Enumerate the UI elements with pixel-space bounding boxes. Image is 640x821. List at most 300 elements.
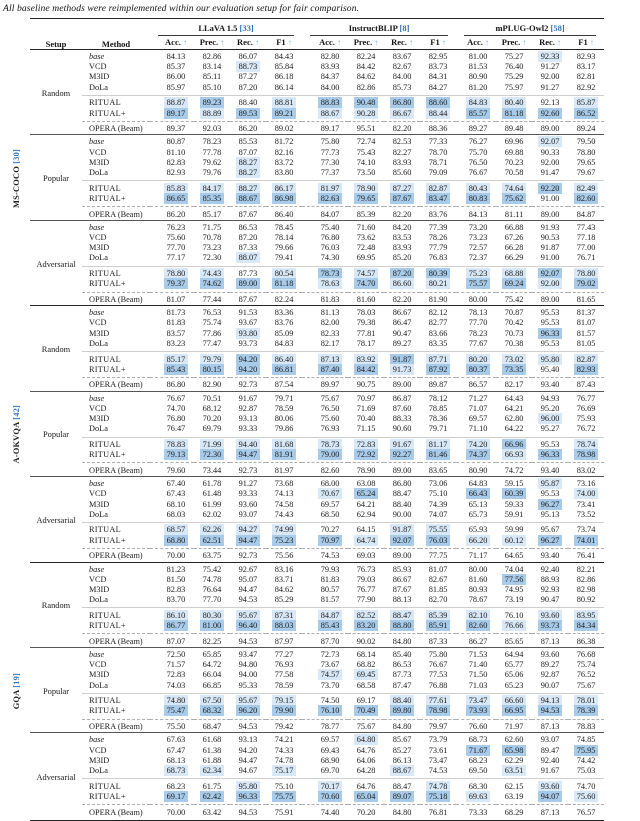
metric-value-cell: [302, 450, 348, 463]
method-label-ritual+: RITUAL+: [89, 364, 126, 374]
method-label-dola: DoLa: [89, 338, 108, 348]
value: 68.30: [468, 781, 488, 791]
value: 86.87: [392, 393, 412, 403]
method-label-base: base: [82, 391, 150, 404]
value: 86.07: [238, 52, 258, 61]
value: 68.23: [468, 755, 488, 765]
metric-value-cell: [420, 733, 456, 746]
value: 68.73: [468, 735, 488, 745]
highlighted-value: 86.80: [390, 97, 414, 108]
metric-value-cell: [456, 595, 496, 608]
value: 91.00: [540, 193, 560, 203]
value: 90.75: [356, 380, 376, 390]
highlighted-value: 88.27: [236, 167, 260, 178]
value: 78.85: [428, 403, 448, 413]
value: 78.14: [274, 233, 294, 243]
method-label-dola: DoLa: [89, 424, 108, 434]
table-row: [2, 805, 604, 821]
value: 85.73: [392, 82, 412, 92]
metric-value-cell: [348, 681, 384, 694]
value: 63.08: [356, 479, 376, 489]
value: 76.80: [320, 233, 340, 243]
citation-ref[interactable]: [42]: [11, 404, 21, 420]
value: 75.60: [320, 414, 340, 424]
metric-value-cell: [230, 339, 266, 352]
highlighted-value: 92.33: [538, 51, 562, 62]
metric-value-cell: [150, 352, 194, 365]
value: 94.47: [238, 584, 258, 594]
value: 68.50: [320, 509, 340, 519]
highlighted-value: 75.60: [574, 791, 598, 802]
metric-value-cell: [194, 621, 230, 634]
value: 59.15: [504, 479, 524, 489]
value: 86.67: [392, 574, 412, 584]
highlighted-value: 88.67: [390, 765, 414, 776]
method-label-base: base: [82, 220, 150, 233]
metric-value-cell: [532, 805, 568, 821]
metric-value-cell: [456, 510, 496, 523]
metric-value-cell: [230, 365, 266, 378]
metric-value-cell: [456, 805, 496, 821]
metric-value-cell: [348, 536, 384, 549]
metric-value-cell: [420, 109, 456, 122]
value: 89.37: [166, 124, 186, 134]
highlighted-value: 94.20: [236, 364, 260, 375]
value: 92.00: [540, 157, 560, 167]
metric-value-cell: [348, 792, 384, 805]
metric-value-cell: [266, 83, 302, 96]
highlighted-value: 94.47: [236, 535, 260, 546]
highlighted-value: 87.40: [318, 364, 342, 375]
metric-value-cell: [496, 253, 532, 266]
value: 68.00: [320, 479, 340, 489]
value: 69.03: [356, 551, 376, 561]
value: 90.00: [392, 509, 412, 519]
metric-value-cell: [194, 279, 230, 292]
highlighted-value: 85.87: [574, 97, 598, 108]
metric-value-cell: [230, 463, 266, 477]
metric-value-cell: [302, 339, 348, 352]
value: 75.42: [202, 564, 222, 574]
value: 78.90: [356, 465, 376, 475]
value: 85.60: [392, 168, 412, 178]
value: 68.90: [320, 755, 340, 765]
value: 74.70: [576, 781, 596, 791]
col-header-prec: Prec. ↑: [496, 36, 532, 50]
metric-value-cell: [150, 792, 194, 805]
value: 87.73: [392, 670, 412, 680]
metric-value-cell: [230, 135, 266, 148]
citation-ref[interactable]: [19]: [11, 673, 21, 688]
value: 62.60: [504, 735, 524, 745]
metric-value-cell: [568, 253, 604, 266]
metric-value-cell: [302, 733, 348, 746]
value: 81.05: [576, 338, 596, 348]
metric-value-cell: [420, 424, 456, 437]
value: 76.67: [468, 168, 488, 178]
metric-value-cell: [302, 168, 348, 181]
metric-value-cell: [230, 548, 266, 562]
value: 78.12: [428, 393, 448, 403]
value: 80.06: [274, 414, 294, 424]
metric-value-cell: [230, 634, 266, 648]
metric-value-cell: [456, 719, 496, 733]
metric-value-cell: [456, 207, 496, 221]
metric-value-cell: [266, 391, 302, 404]
metric-value-cell: [384, 779, 420, 792]
highlighted-value: 79.15: [272, 695, 296, 706]
metric-value-cell: [266, 719, 302, 733]
highlighted-value: 88.80: [390, 620, 414, 631]
value: 75.74: [202, 318, 222, 328]
value: 93.60: [238, 499, 258, 509]
metric-value-cell: [194, 83, 230, 96]
value: 83.16: [274, 564, 294, 574]
value: 78.45: [274, 222, 294, 232]
metric-value-cell: [194, 733, 230, 746]
highlighted-value: 74.57: [354, 268, 378, 279]
metric-value-cell: [496, 391, 532, 404]
value: 75.80: [320, 137, 340, 147]
highlighted-value: 66.20: [466, 535, 490, 546]
metric-value-cell: [420, 510, 456, 523]
metric-value-cell: [568, 536, 604, 549]
highlighted-value: 86.60: [390, 278, 414, 289]
metric-value-cell: [266, 181, 302, 194]
method-label-ritual+: RITUAL+: [89, 621, 126, 631]
highlighted-value: 91.87: [390, 524, 414, 535]
col-header-prec: Prec. ↑: [194, 36, 230, 50]
value: 92.73: [238, 551, 258, 561]
metric-value-cell: [150, 365, 194, 378]
metric-value-cell: [266, 207, 302, 221]
metric-value-cell: [532, 194, 568, 207]
metric-value-cell: [230, 377, 266, 391]
metric-value-cell: [150, 279, 194, 292]
metric-value-cell: [532, 135, 568, 148]
value: 89.02: [274, 124, 294, 134]
value: 79.71: [274, 393, 294, 403]
value: 80.00: [468, 564, 488, 574]
metric-value-cell: [384, 510, 420, 523]
setup-label-popular: Popular: [30, 135, 82, 220]
method-label-opera-beam-: OPERA (Beam): [82, 548, 150, 562]
value: 82.00: [320, 318, 340, 328]
value: 87.67: [392, 584, 412, 594]
highlighted-value: 86.81: [272, 364, 296, 375]
value: 79.41: [274, 253, 294, 263]
value: 75.56: [274, 551, 294, 561]
value: 79.97: [428, 722, 448, 732]
method-label-dola: DoLa: [89, 82, 108, 92]
metric-value-cell: [496, 706, 532, 719]
citation-ref[interactable]: [58]: [550, 23, 565, 33]
metric-value-cell: [194, 181, 230, 194]
metric-value-cell: [230, 766, 266, 779]
metric-value-cell: [456, 463, 496, 477]
highlighted-value: 68.80: [164, 535, 188, 546]
metric-value-cell: [384, 181, 420, 194]
metric-value-cell: [266, 681, 302, 694]
metric-value-cell: [150, 377, 194, 391]
method-label-m3id: M3ID: [89, 72, 110, 82]
value: 74.53: [320, 551, 340, 561]
highlighted-value: 79.90: [272, 705, 296, 716]
metric-value-cell: [456, 194, 496, 207]
metric-value-cell: [496, 621, 532, 634]
value: 84.87: [576, 209, 596, 219]
value: 89.48: [504, 124, 524, 134]
metric-value-cell: [532, 377, 568, 391]
value: 71.50: [468, 670, 488, 680]
table-row: [2, 766, 604, 779]
metric-value-cell: [302, 391, 348, 404]
highlighted-value: 94.40: [236, 439, 260, 450]
highlighted-value: 65.04: [354, 791, 378, 802]
value: 95.53: [540, 338, 560, 348]
metric-value-cell: [532, 463, 568, 477]
col-header-method: Method: [82, 19, 150, 50]
highlighted-value: 70.97: [318, 535, 342, 546]
value: 87.70: [320, 636, 340, 646]
value: 88.40: [238, 98, 258, 108]
value: 77.39: [428, 222, 448, 232]
value: 87.33: [428, 636, 448, 646]
value: 88.93: [540, 574, 560, 584]
value: 76.67: [428, 660, 448, 670]
value: 82.25: [202, 636, 222, 646]
highlighted-value: 95.67: [236, 610, 260, 621]
value: 64.72: [202, 660, 222, 670]
metric-value-cell: [420, 792, 456, 805]
metric-value-cell: [348, 253, 384, 266]
highlighted-value: 69.45: [354, 669, 378, 680]
value: 70.97: [356, 393, 376, 403]
metric-value-cell: [348, 489, 384, 499]
metric-value-cell: [230, 510, 266, 523]
metric-value-cell: [348, 83, 384, 96]
value: 71.75: [202, 222, 222, 232]
value: 82.27: [392, 147, 412, 157]
highlighted-value: 88.47: [390, 610, 414, 621]
value: 85.27: [392, 745, 412, 755]
value: 82.83: [166, 584, 186, 594]
value: 76.81: [428, 807, 448, 817]
value: 93.60: [540, 649, 560, 659]
value: 79.03: [356, 574, 376, 584]
value: 82.86: [356, 82, 376, 92]
value: 95.53: [540, 308, 560, 318]
value: 83.35: [428, 338, 448, 348]
highlighted-value: 92.20: [538, 183, 562, 194]
highlighted-value: 81.91: [272, 449, 296, 460]
metric-value-cell: [496, 95, 532, 108]
value: 70.51: [202, 393, 222, 403]
citation-ref[interactable]: [30]: [11, 149, 21, 164]
metric-value-cell: [302, 634, 348, 648]
value: 81.57: [576, 328, 596, 338]
metric-value-cell: [384, 719, 420, 733]
value: 79.65: [576, 157, 596, 167]
metric-value-cell: [266, 634, 302, 648]
metric-value-cell: [348, 733, 384, 746]
value: 69.57: [468, 414, 488, 424]
metric-value-cell: [348, 779, 384, 792]
metric-value-cell: [194, 634, 230, 648]
model-group-llava: [150, 19, 302, 36]
up-arrow-icon: ↑: [409, 38, 414, 48]
value: 74.21: [274, 735, 294, 745]
metric-value-cell: [496, 292, 532, 306]
metric-value-cell: [302, 719, 348, 733]
value: 83.57: [166, 328, 186, 338]
metric-value-cell: [420, 489, 456, 499]
method-label-m3id: M3ID: [89, 414, 110, 424]
value: 76.53: [202, 308, 222, 318]
value: 92.87: [540, 670, 560, 680]
highlighted-value: 95.80: [538, 354, 562, 365]
metric-value-cell: [302, 424, 348, 437]
value: 84.27: [428, 82, 448, 92]
metric-value-cell: [266, 792, 302, 805]
highlighted-value: 84.83: [466, 97, 490, 108]
value: 85.93: [392, 564, 412, 574]
highlighted-value: 75.95: [574, 745, 598, 756]
metric-value-cell: [568, 805, 604, 821]
value: 91.47: [540, 168, 560, 178]
value: 81.90: [428, 295, 448, 305]
value: 71.60: [356, 222, 376, 232]
highlighted-value: 74.62: [200, 278, 224, 289]
metric-value-cell: [384, 339, 420, 352]
metric-value-cell: [348, 510, 384, 523]
table-row: [2, 719, 604, 733]
metric-value-cell: [532, 207, 568, 221]
metric-value-cell: [532, 292, 568, 306]
value: 73.33: [468, 807, 488, 817]
value: 85.65: [504, 636, 524, 646]
results-table-header: [2, 19, 604, 50]
value: 94.47: [238, 755, 258, 765]
highlighted-value: 81.00: [200, 620, 224, 631]
metric-value-cell: [568, 194, 604, 207]
up-arrow-icon: ↑: [557, 38, 562, 48]
metric-value-cell: [194, 339, 230, 352]
value: 81.57: [320, 595, 340, 605]
metric-value-cell: [150, 733, 194, 746]
highlighted-value: 96.27: [538, 535, 562, 546]
metric-value-cell: [150, 95, 194, 108]
metric-value-cell: [150, 681, 194, 694]
value: 76.68: [576, 649, 596, 659]
highlighted-value: 75.17: [272, 765, 296, 776]
metric-value-cell: [266, 352, 302, 365]
highlighted-value: 89.80: [390, 705, 414, 716]
value: 79.71: [428, 424, 448, 434]
value: 76.72: [576, 424, 596, 434]
value: 82.17: [320, 338, 340, 348]
metric-value-cell: [496, 207, 532, 221]
table-caption: All baseline methods were reimplemented within our evaluation setup for fair comparison.: [3, 3, 360, 14]
metric-value-cell: [384, 548, 420, 562]
metric-value-cell: [532, 181, 568, 194]
value: 80.87: [166, 137, 186, 147]
metric-value-cell: [420, 522, 456, 535]
highlighted-value: 86.40: [272, 354, 296, 365]
highlighted-value: 85.35: [200, 193, 224, 204]
metric-value-cell: [568, 463, 604, 477]
metric-value-cell: [456, 522, 496, 535]
value: 78.67: [468, 595, 488, 605]
highlighted-value: 94.13: [538, 695, 562, 706]
value: 76.93: [320, 424, 340, 434]
value: 74.95: [504, 584, 524, 594]
citation-ref[interactable]: [8]: [399, 23, 410, 33]
value: 73.06: [428, 479, 448, 489]
citation-ref[interactable]: [33]: [239, 23, 254, 33]
metric-value-cell: [496, 792, 532, 805]
highlighted-value: 79.02: [574, 278, 598, 289]
metric-value-cell: [568, 510, 604, 523]
metric-value-cell: [384, 207, 420, 221]
highlighted-value: 93.73: [538, 620, 562, 631]
value: 77.79: [428, 243, 448, 253]
method-label-dola: DoLa: [89, 253, 108, 263]
value: 76.64: [202, 584, 222, 594]
highlighted-value: 86.77: [164, 620, 188, 631]
highlighted-value: 66.96: [502, 439, 526, 450]
metric-value-cell: [456, 562, 496, 575]
metric-value-cell: [456, 339, 496, 352]
metric-value-cell: [568, 109, 604, 122]
value: 85.20: [392, 253, 412, 263]
value: 72.30: [202, 253, 222, 263]
value: 85.84: [274, 62, 294, 72]
metric-value-cell: [266, 194, 302, 207]
metric-value-cell: [266, 339, 302, 352]
metric-value-cell: [302, 352, 348, 365]
value: 73.20: [468, 222, 488, 232]
value: 80.93: [468, 584, 488, 594]
value: 84.80: [392, 636, 412, 646]
metric-value-cell: [568, 279, 604, 292]
value: 73.74: [576, 525, 596, 535]
col-header-rec: Rec. ↑: [532, 36, 568, 50]
metric-value-cell: [568, 181, 604, 194]
metric-value-cell: [496, 339, 532, 352]
value: 83.76: [274, 318, 294, 328]
col-header-f1: F1 ↑: [568, 36, 604, 50]
metric-value-cell: [420, 536, 456, 549]
value: 69.43: [320, 745, 340, 755]
metric-value-cell: [420, 95, 456, 108]
metric-value-cell: [420, 391, 456, 404]
highlighted-value: 86.65: [164, 193, 188, 204]
value: 64.06: [356, 755, 376, 765]
metric-value-cell: [496, 562, 532, 575]
highlighted-value: 88.44: [426, 108, 450, 119]
method-label-dola: DoLa: [89, 168, 108, 178]
highlighted-value: 81.97: [318, 183, 342, 194]
value: 89.00: [540, 209, 560, 219]
value: 66.29: [504, 253, 524, 263]
metric-value-cell: [266, 510, 302, 523]
value: 73.41: [576, 499, 596, 509]
value: 73.23: [468, 233, 488, 243]
value: 88.33: [392, 414, 412, 424]
value: 88.40: [392, 499, 412, 509]
metric-value-cell: [348, 706, 384, 719]
